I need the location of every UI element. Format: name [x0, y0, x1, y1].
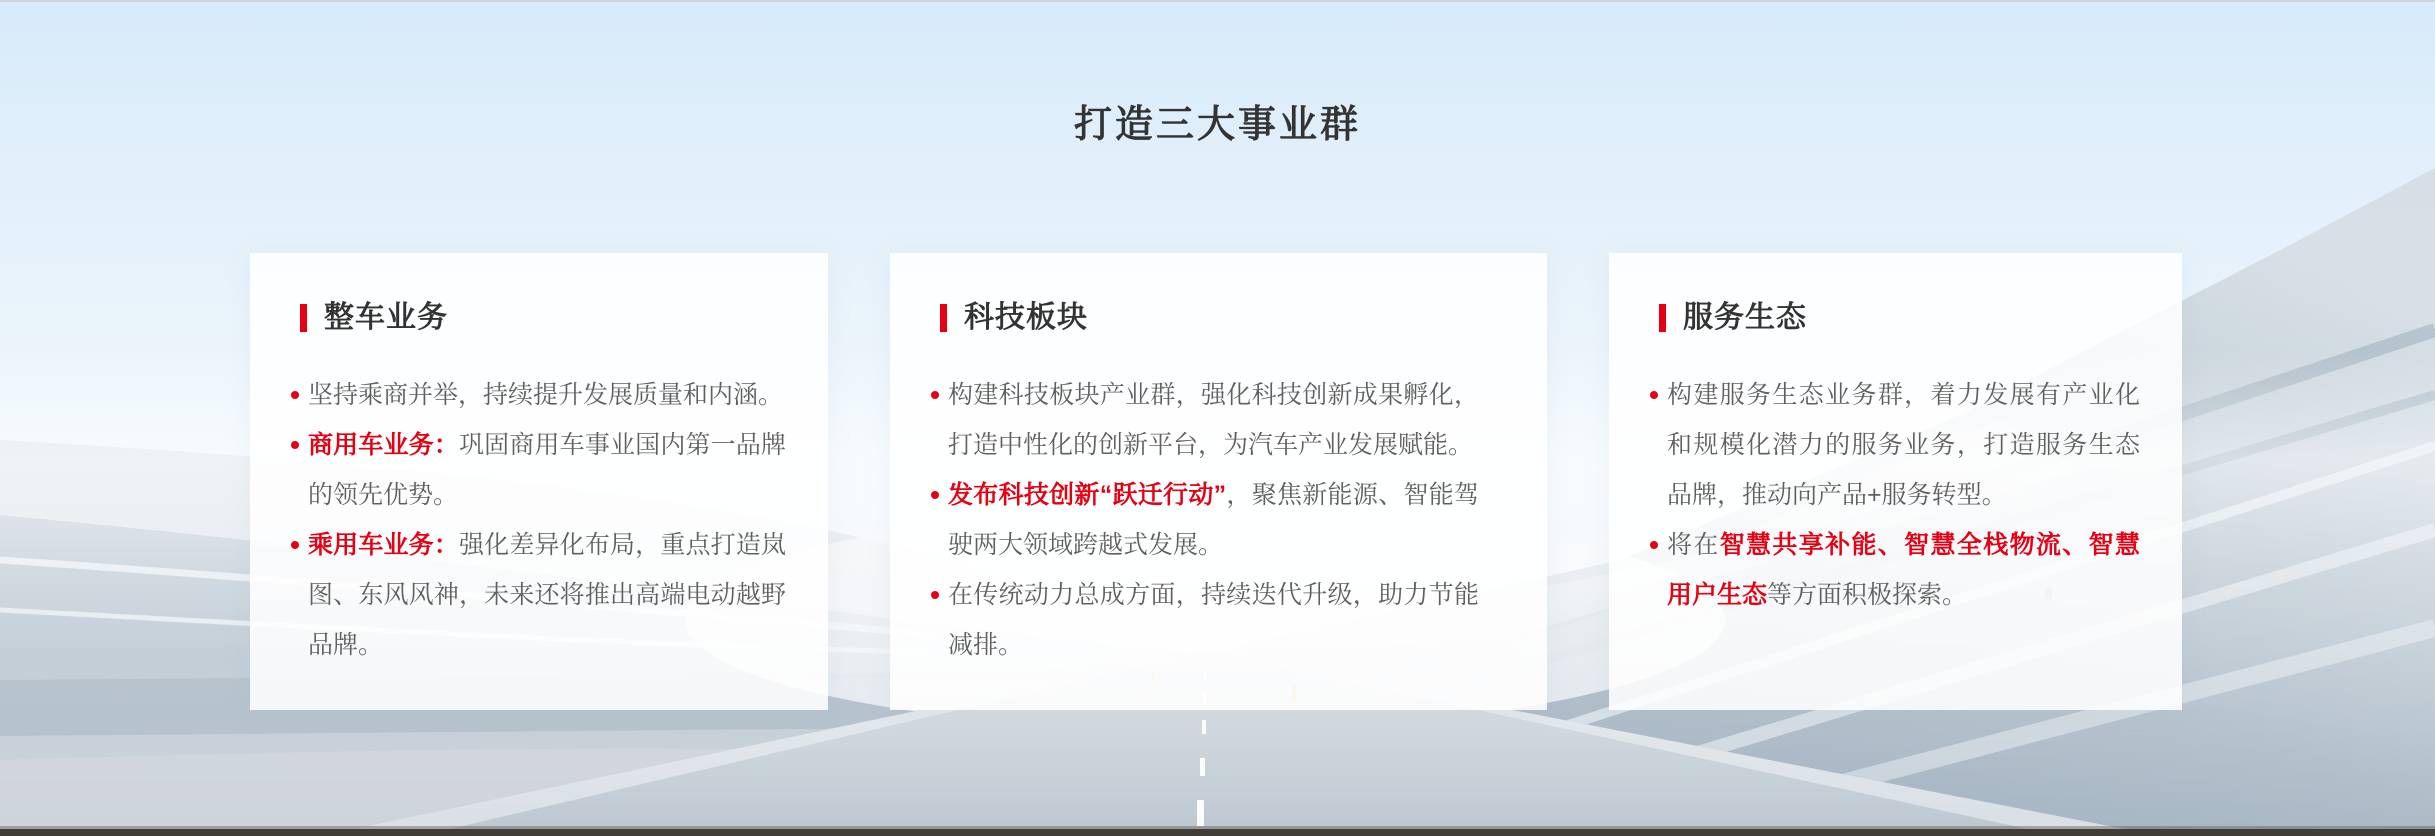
highlight-text: 商用车业务： — [308, 431, 459, 459]
bullet-list — [948, 370, 1479, 670]
body-text: 构建服务生态业务群，着力发展有产业化和规模化潜力的服务业务，打造服务生态品牌，推动向产品+服务转型。 — [1667, 381, 2140, 509]
body-text: 将在 — [1667, 531, 1720, 559]
highlight-text: 乘用车业务： — [308, 531, 459, 559]
card-title: 科技板块 — [964, 301, 1088, 334]
body-text: 强化差异化布局，重点打造岚图、东风风神，未来还将推出高端电动越野品牌。 — [308, 531, 786, 659]
body-text: ，聚焦新能源、智能驾驶两大领域跨越式发展。 — [948, 481, 1479, 559]
body-text: 在传统动力总成方面，持续迭代升级，助力节能减排。 — [948, 581, 1479, 659]
bullet-item — [308, 420, 786, 520]
card-header — [940, 302, 1497, 334]
highlight-text: 智慧共享补能、智慧全栈物流、智慧用户生态 — [1667, 531, 2140, 609]
cards-row — [250, 253, 2182, 710]
card-title: 服务生态 — [1683, 301, 1807, 334]
red-bar-icon — [1659, 304, 1666, 332]
highlight-text: 发布科技创新“跃迁行动” — [948, 481, 1227, 509]
bullet-list — [1667, 370, 2140, 620]
body-text: 坚持乘商并举，持续提升发展质量和内涵。 — [308, 381, 784, 409]
body-text: 构建科技板块产业群，强化科技创新成果孵化，打造中性化的创新平台，为汽车产业发展赋能。 — [948, 381, 1479, 459]
business-card-3 — [1609, 253, 2182, 710]
bullet-item — [1667, 520, 2140, 620]
card-title: 整车业务 — [324, 301, 448, 334]
page-title: 打造三大事业群 — [1073, 104, 1361, 146]
business-card-1 — [250, 253, 828, 710]
bullet-item — [948, 470, 1479, 570]
red-bar-icon — [300, 304, 307, 332]
bullet-list — [308, 370, 786, 670]
card-header — [1659, 302, 2132, 334]
bullet-item — [308, 370, 786, 420]
bullet-item — [308, 520, 786, 670]
card-header — [300, 302, 778, 334]
bullet-item — [948, 370, 1479, 470]
business-card-2 — [890, 253, 1547, 710]
red-bar-icon — [940, 304, 947, 332]
bullet-item — [1667, 370, 2140, 520]
body-text: 巩固商用车事业国内第一品牌的领先优势。 — [308, 431, 786, 509]
bullet-item — [948, 570, 1479, 670]
body-text: 等方面积极探索。 — [1767, 581, 1968, 609]
